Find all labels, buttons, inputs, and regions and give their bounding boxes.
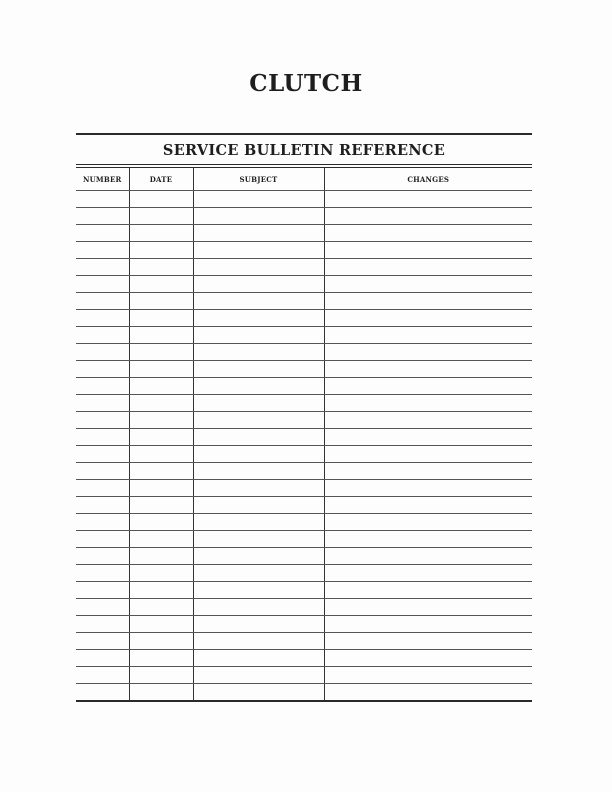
blank-cell-date [129,548,193,565]
table-row [76,480,532,497]
table-row [76,242,532,259]
blank-cell-number [76,429,129,446]
blank-cell-changes [324,531,532,548]
table-row [76,191,532,208]
blank-cell-number [76,684,129,701]
table-row [76,684,532,701]
blank-cell-changes [324,327,532,344]
blank-cell-changes [324,684,532,701]
blank-cell-subject [193,565,324,582]
blank-cell-date [129,446,193,463]
service-bulletin-form [76,133,532,702]
blank-cell-subject [193,667,324,684]
blank-cell-date [129,599,193,616]
blank-cell-date [129,293,193,310]
column-header-date: DATE [129,168,193,191]
blank-cell-date [129,310,193,327]
blank-cell-subject [193,514,324,531]
table-row [76,599,532,616]
blank-cell-date [129,412,193,429]
blank-cell-number [76,344,129,361]
blank-cell-subject [193,616,324,633]
table-row [76,293,532,310]
blank-cell-subject [193,344,324,361]
page-title: CLUTCH [249,70,363,97]
blank-cell-number [76,463,129,480]
blank-cell-changes [324,497,532,514]
blank-cell-subject [193,599,324,616]
blank-cell-date [129,650,193,667]
blank-cell-date [129,378,193,395]
table-row [76,208,532,225]
blank-cell-subject [193,327,324,344]
blank-cell-date [129,514,193,531]
blank-cell-changes [324,191,532,208]
bottom-rule [76,700,532,702]
blank-cell-date [129,361,193,378]
blank-cell-number [76,361,129,378]
blank-cell-changes [324,378,532,395]
blank-cell-subject [193,242,324,259]
blank-cell-date [129,395,193,412]
blank-cell-subject [193,378,324,395]
blank-cell-subject [193,480,324,497]
blank-cell-changes [324,242,532,259]
blank-cell-date [129,667,193,684]
blank-cell-number [76,531,129,548]
blank-cell-subject [193,191,324,208]
blank-cell-subject [193,446,324,463]
blank-cell-date [129,225,193,242]
section-title: SERVICE BULLETIN REFERENCE [162,142,446,159]
blank-cell-changes [324,667,532,684]
blank-cell-subject [193,395,324,412]
blank-cell-date [129,463,193,480]
column-header-number: NUMBER [76,168,129,191]
blank-cell-subject [193,412,324,429]
table-row [76,395,532,412]
blank-cell-changes [324,276,532,293]
blank-cell-number [76,208,129,225]
table-row [76,327,532,344]
blank-cell-changes [324,565,532,582]
table-row [76,650,532,667]
blank-cell-number [76,548,129,565]
blank-cell-number [76,582,129,599]
blank-cell-date [129,242,193,259]
blank-cell-subject [193,361,324,378]
blank-cell-number [76,225,129,242]
blank-cell-changes [324,208,532,225]
blank-cell-changes [324,225,532,242]
table-row [76,310,532,327]
blank-cell-changes [324,633,532,650]
blank-cell-subject [193,310,324,327]
blank-cell-subject [193,259,324,276]
blank-cell-number [76,378,129,395]
blank-cell-changes [324,548,532,565]
blank-cell-subject [193,633,324,650]
blank-cell-date [129,565,193,582]
table-row [76,531,532,548]
blank-cell-date [129,497,193,514]
blank-cell-subject [193,463,324,480]
blank-cell-changes [324,259,532,276]
blank-cell-subject [193,225,324,242]
table-row [76,412,532,429]
blank-cell-changes [324,446,532,463]
blank-cell-changes [324,650,532,667]
table-row [76,259,532,276]
table-row [76,565,532,582]
blank-cell-number [76,259,129,276]
table-row [76,633,532,650]
table-row [76,667,532,684]
blank-cell-date [129,259,193,276]
blank-cell-date [129,480,193,497]
blank-cell-number [76,599,129,616]
blank-cell-subject [193,650,324,667]
blank-cell-date [129,616,193,633]
table-row [76,582,532,599]
bulletin-table [76,168,532,700]
blank-cell-changes [324,616,532,633]
table-row [76,225,532,242]
table-row [76,463,532,480]
blank-cell-number [76,616,129,633]
blank-cell-date [129,191,193,208]
blank-cell-subject [193,531,324,548]
blank-cell-changes [324,463,532,480]
blank-cell-number [76,633,129,650]
column-header-subject: SUBJECT [193,168,324,191]
blank-cell-changes [324,429,532,446]
blank-cell-date [129,633,193,650]
blank-cell-number [76,446,129,463]
blank-cell-number [76,293,129,310]
blank-cell-changes [324,310,532,327]
blank-cell-subject [193,293,324,310]
blank-cell-date [129,276,193,293]
blank-cell-date [129,582,193,599]
table-row [76,361,532,378]
blank-cell-subject [193,208,324,225]
blank-cell-changes [324,412,532,429]
table-row [76,548,532,565]
column-header-changes: CHANGES [324,168,532,191]
blank-cell-number [76,395,129,412]
blank-cell-number [76,191,129,208]
blank-cell-number [76,497,129,514]
blank-cell-subject [193,497,324,514]
table-row [76,344,532,361]
blank-cell-changes [324,293,532,310]
blank-cell-changes [324,361,532,378]
table-row [76,616,532,633]
blank-cell-number [76,650,129,667]
table-row [76,514,532,531]
blank-cell-number [76,667,129,684]
table-row [76,429,532,446]
blank-cell-number [76,327,129,344]
blank-cell-number [76,242,129,259]
blank-cell-changes [324,514,532,531]
blank-cell-number [76,514,129,531]
blank-cell-changes [324,582,532,599]
table-header-row [76,168,532,191]
blank-cell-number [76,412,129,429]
table-row [76,276,532,293]
blank-cell-number [76,565,129,582]
blank-cell-subject [193,548,324,565]
blank-cell-date [129,531,193,548]
blank-cell-subject [193,684,324,701]
blank-cell-subject [193,276,324,293]
blank-cell-number [76,276,129,293]
blank-cell-date [129,429,193,446]
blank-cell-date [129,327,193,344]
table-body [76,191,532,701]
blank-cell-date [129,684,193,701]
table-row [76,378,532,395]
blank-cell-date [129,344,193,361]
blank-cell-changes [324,599,532,616]
blank-cell-number [76,310,129,327]
blank-cell-changes [324,344,532,361]
blank-cell-changes [324,395,532,412]
table-row [76,446,532,463]
blank-cell-changes [324,480,532,497]
blank-cell-number [76,480,129,497]
blank-cell-subject [193,429,324,446]
table-row [76,497,532,514]
blank-cell-date [129,208,193,225]
blank-cell-subject [193,582,324,599]
